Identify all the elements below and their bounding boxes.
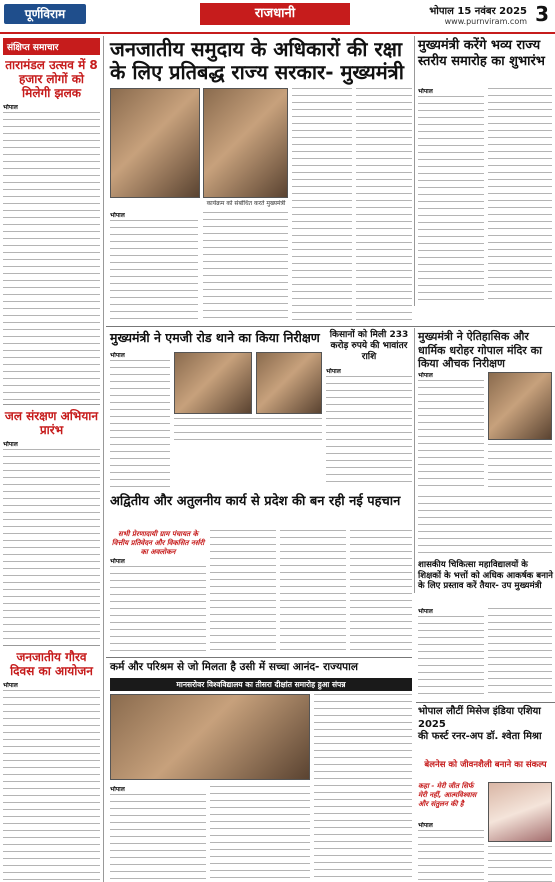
inspection-dateline: भोपाल xyxy=(110,352,125,359)
colleges-headline: शासकीय चिकित्सा महाविद्यालयों के शिक्षकों के भत्तों को अधिक आकर्षक बनाने के लिए प्रस्ताव करें तैयार- उप मुख्यमंत्री xyxy=(418,560,553,591)
miss-headline-line1: भोपाल लौटीं मिसेज इंडिया एशिया 2025 xyxy=(418,706,541,730)
identity-col-1-lines xyxy=(110,566,206,652)
sidebar-story3-text-lines xyxy=(3,690,100,882)
governor-headline: कर्म और परिश्रम से जो मिलता है उसी में सच्चा आनंद- राज्यपाल xyxy=(110,661,358,673)
inspection-col-1-lines xyxy=(110,360,170,426)
inspection-col-2-lines xyxy=(174,418,322,444)
farmers-body xyxy=(326,368,412,490)
temple-headline: मुख्यमंत्री ने ऐतिहासिक और धार्मिक धरोहर गोपाल मंदिर का किया औचक निरीक्षण xyxy=(418,330,542,370)
lead-photo xyxy=(110,88,200,198)
colleges-col-2-lines xyxy=(488,608,552,698)
governor-strip: मानसरोवर विश्वविद्यालय का तीसरा दीक्षांत समारोह हुआ संपन्न xyxy=(110,678,412,691)
sidebar-divider xyxy=(3,404,100,405)
temple-dateline: भोपाल xyxy=(418,372,433,379)
governor-col-2 xyxy=(210,786,310,882)
section-divider xyxy=(416,702,555,703)
temple-col-3-lines xyxy=(418,496,552,556)
lead-col-2 xyxy=(356,88,412,323)
lead-headline-line2: के लिए प्रतिबद्ध राज्य सरकार- मुख्यमंत्री xyxy=(110,60,404,84)
sidebar-story3-headline: जनजातीय गौरव दिवस का आयोजन xyxy=(10,650,93,678)
page-number: 3 xyxy=(535,2,549,26)
miss-col-2-lines xyxy=(488,846,552,882)
lead-col-2-lines xyxy=(356,88,412,323)
inspection-col-3-lines xyxy=(110,430,170,490)
inspection-col-2 xyxy=(174,418,322,444)
section-title: राजधानी xyxy=(200,3,350,25)
miss-photo xyxy=(488,782,552,842)
column-divider xyxy=(414,36,415,306)
inspection-col-1 xyxy=(110,352,170,427)
sidebar-story1-text-lines xyxy=(3,112,100,400)
miss-col-1-lines xyxy=(418,830,484,880)
lead-headline-line1: जनजातीय समुदाय के अधिकारों की रक्षा xyxy=(110,37,403,61)
sidebar-story2-body xyxy=(3,441,100,641)
colleges-dateline: भोपाल xyxy=(418,608,433,615)
sidebar xyxy=(0,36,104,882)
miss-col-2 xyxy=(488,846,552,882)
miss-headline xyxy=(418,706,553,744)
identity-col-2 xyxy=(210,530,276,653)
sidebar-story3-lead: भोपाल xyxy=(3,682,18,689)
governor-col-1 xyxy=(110,786,206,882)
right-lead-col-1-lines xyxy=(418,96,484,301)
sidebar-story2-lead: भोपाल xyxy=(3,441,18,448)
governor-col-3-lines xyxy=(314,694,412,880)
sidebar-story1-body xyxy=(3,104,100,400)
inspection-photo-2 xyxy=(256,352,322,414)
farmers-lines xyxy=(326,376,412,488)
website-link[interactable]: www.purnviram.com xyxy=(444,17,527,26)
governor-photo xyxy=(110,694,310,780)
temple-col-1 xyxy=(418,372,484,492)
sidebar-story1-headline: तारामंडल उत्सव में 8 हजार लोगों को मिलेगी झलक xyxy=(5,58,98,100)
inspection-headline: मुख्यमंत्री ने एमजी रोड थाने का किया निरीक्षण xyxy=(110,330,320,345)
miss-dateline: भोपाल xyxy=(418,822,433,829)
lead-col-1 xyxy=(292,88,352,323)
section-divider xyxy=(106,326,555,327)
sidebar-divider xyxy=(3,645,100,646)
identity-col-3-lines xyxy=(280,530,346,653)
sidebar-tag: संक्षिप्त समाचार xyxy=(3,38,100,55)
miss-subhead: बेलनेस को जीवनशैली बनाने का संकल्प xyxy=(424,760,547,770)
governor-col-2-lines xyxy=(210,786,310,882)
identity-col-4 xyxy=(350,530,412,653)
lead-photo-2 xyxy=(203,88,288,198)
governor-col-1-lines xyxy=(110,794,206,880)
miss-col-1 xyxy=(418,822,484,882)
sidebar-story1-lead: भोपाल xyxy=(3,104,18,111)
right-lead-dateline: भोपाल xyxy=(418,88,433,95)
dateline: भोपाल 15 नवंबर 2025 xyxy=(429,6,527,17)
column-divider xyxy=(414,328,415,593)
masthead xyxy=(0,0,555,34)
colleges-col-1 xyxy=(418,608,484,698)
right-lead-col-2 xyxy=(488,88,552,303)
identity-col-3 xyxy=(280,530,346,653)
lead-col-1-lines xyxy=(292,88,352,323)
inspection-col-3 xyxy=(110,430,170,490)
sidebar-story3-body xyxy=(3,682,100,882)
right-lead-col-2-lines xyxy=(488,88,552,303)
farmers-dateline: भोपाल xyxy=(326,368,341,375)
miss-quote: कहा - मेरी जीत सिर्फ मेरी नहीं, आत्मविश्वास और संतुलन की है xyxy=(418,782,477,808)
right-lead-col-1 xyxy=(418,88,484,303)
lead-col-4 xyxy=(203,212,288,322)
colleges-col-1-lines xyxy=(418,616,484,696)
lead-col-3 xyxy=(110,212,198,322)
lead-dateline: भोपाल xyxy=(110,212,125,219)
lead-col-3-lines xyxy=(110,220,198,320)
temple-col-2 xyxy=(488,444,552,492)
right-lead-headline: मुख्यमंत्री करेंगे भव्य राज्य स्तरीय समारोह का शुभारंभ xyxy=(418,38,545,69)
identity-col-1 xyxy=(110,558,206,653)
colleges-col-2 xyxy=(488,608,552,698)
identity-dateline: भोपाल xyxy=(110,558,125,565)
identity-kicker: सभी प्रेरणादायी ग्राम पंचायत के वित्तीय प्रतिवेदन और विकसित नर्सरी का अवलोकन xyxy=(111,530,205,556)
temple-col-3 xyxy=(418,496,552,556)
temple-col-2-lines xyxy=(488,444,552,492)
governor-col-3 xyxy=(314,694,412,882)
identity-col-4-lines xyxy=(350,530,412,653)
temple-col-1-lines xyxy=(418,380,484,490)
identity-col-2-lines xyxy=(210,530,276,653)
newspaper-logo: पूर्णविराम xyxy=(4,4,86,24)
governor-dateline: भोपाल xyxy=(110,786,125,793)
identity-headline: अद्वितीय और अतुलनीय कार्य से प्रदेश की बन रही नई पहचान xyxy=(110,494,401,509)
lead-photo-caption: कार्यक्रम को संबोधित करते मुख्यमंत्री xyxy=(206,200,286,207)
sidebar-story2-headline: जल संरक्षण अभियान प्रारंभ xyxy=(4,409,99,437)
inspection-photo-1 xyxy=(174,352,252,414)
lead-col-4-lines xyxy=(203,212,288,322)
miss-headline-line2: की फर्स्ट रनर-अप डॉ. श्वेता मिश्रा xyxy=(418,731,542,742)
lead-headline xyxy=(110,38,410,84)
temple-photo xyxy=(488,372,552,440)
farmers-headline: किसानों को मिली 233 करोड़ रुपये की भावांतर राशि xyxy=(329,330,409,362)
sidebar-story2-text-lines xyxy=(3,449,100,641)
section-divider xyxy=(106,657,412,658)
